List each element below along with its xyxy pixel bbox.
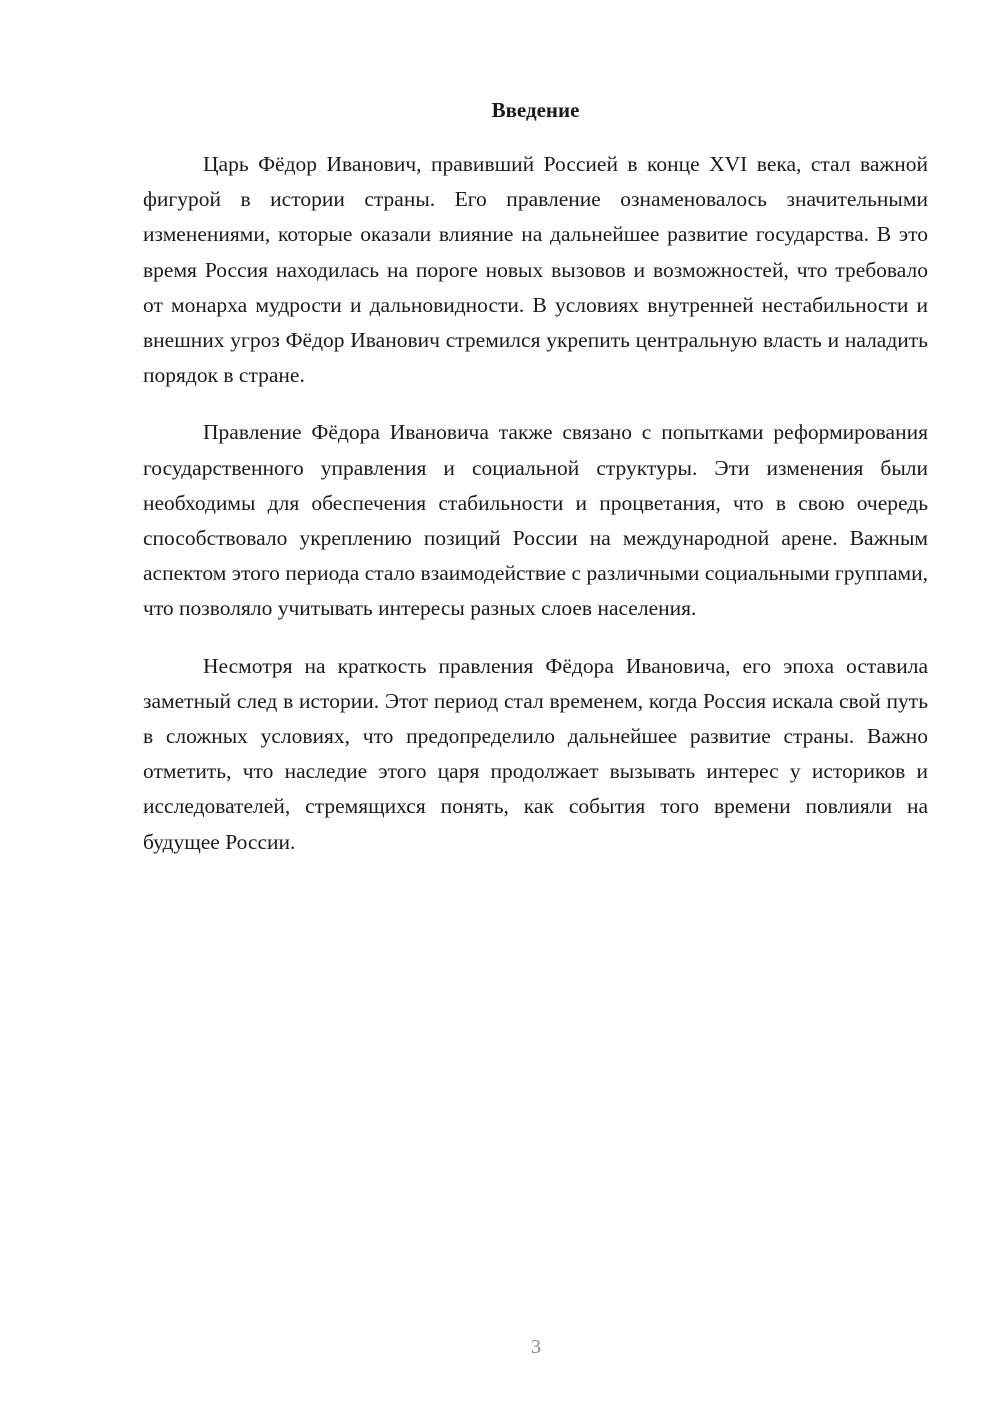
- paragraph-2: Правление Фёдора Ивановича также связано с попытками реформирования государственного управления и социальной структуры. Эти изменения были необходимы для обеспечения стабильности и процветания, что в свою очередь способствовало укреплению позиций России на международной арене. Важным аспектом этого периода стало взаимодействие с различными социальными группами, что позволяло учитывать интересы разных слоев населения.: [143, 420, 928, 621]
- section-heading: Введение: [491, 98, 580, 122]
- page-number: 3: [531, 1336, 541, 1358]
- paragraph-3: Несмотря на краткость правления Фёдора Ивановича, его эпоха оставила заметный след в истории. Этот период стал временем, когда Россия искала свой путь в сложных условиях, что предопределило дальнейшее развитие страны. Важно отметить, что наследие этого царя продолжает вызывать интерес у историков и исследователей, стремящихся понять, как события того времени повлияли на будущее России.: [143, 653, 928, 854]
- paragraph-1: Царь Фёдор Иванович, правивший Россией в конце XVI века, стал важной фигурой в истории страны. Его правление ознаменовалось значительными изменениями, которые оказали влияние на дальнейшее развитие государства. В это время Россия находилась на пороге новых вызовов и возможностей, что требовало от монарха мудрости и дальновидности. В условиях внутренней нестабильности и внешних угроз Фёдор Иванович стремился укрепить центральную власть и наладить порядок в стране.: [143, 152, 928, 388]
- page-content: [143, 93, 928, 882]
